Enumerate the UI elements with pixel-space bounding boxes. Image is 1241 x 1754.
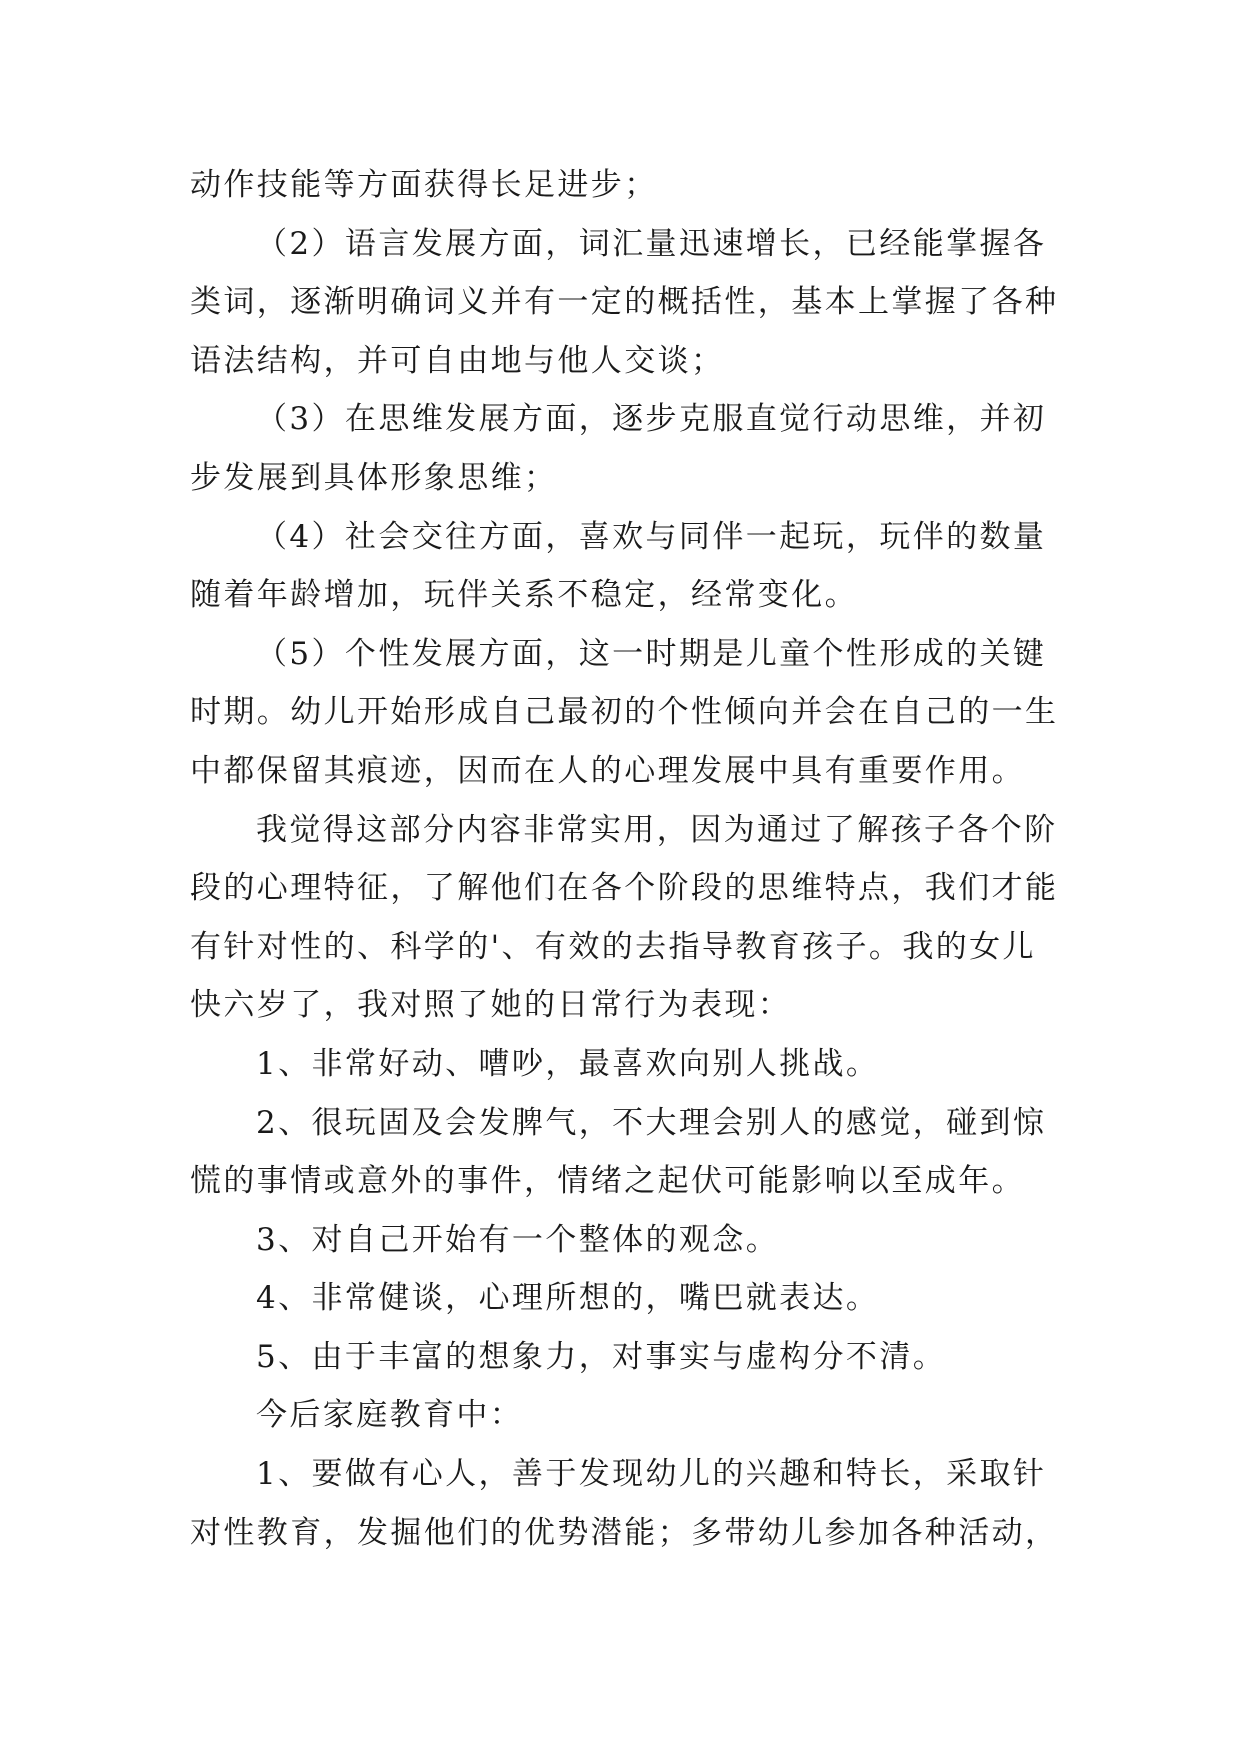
text-line: 时期。幼儿开始形成自己最初的个性倾向并会在自己的一生 [190,694,1059,731]
text-line: 4、非常健谈，心理所想的，嘴巴就表达。 [256,1280,880,1317]
text-line: 3、对自己开始有一个整体的观念。 [256,1221,780,1258]
text-line: 今后家庭教育中： [256,1397,524,1434]
text-line: 语法结构，并可自由地与他人交谈； [190,342,725,379]
text-line: 中都保留其痕迹，因而在人的心理发展中具有重要作用。 [190,752,1025,789]
text-line: （5）个性发展方面，这一时期是儿童个性形成的关键 [256,635,1047,672]
text-line: （3）在思维发展方面，逐步克服直觉行动思维，并初 [256,401,1047,438]
text-line: 2、很玩固及会发脾气，不大理会别人的感觉，碰到惊 [256,1104,1047,1141]
text-line: 类词，逐渐明确词义并有一定的概括性，基本上掌握了各种 [190,284,1059,321]
body-text [190,156,1059,1562]
text-line: 1、非常好动、嘈吵，最喜欢向别人挑战。 [256,1045,880,1082]
text-line: 段的心理特征，了解他们在各个阶段的思维特点，我们才能 [190,870,1059,907]
text-line: 对性教育，发掘他们的优势潜能；多带幼儿参加各种活动， [190,1514,1059,1551]
text-line: （2）语言发展方面，词汇量迅速增长，已经能掌握各 [256,225,1047,262]
text-line: 动作技能等方面获得长足进步； [190,167,658,203]
text-line: （4）社会交往方面，喜欢与同伴一起玩，玩伴的数量 [256,518,1047,555]
text-line: 步发展到具体形象思维； [190,459,558,496]
text-line: 快六岁了，我对照了她的日常行为表现： [190,987,792,1024]
text-line: 1、要做有心人，善于发现幼儿的兴趣和特长，采取针 [256,1456,1047,1493]
text-line: 慌的事情或意外的事件，情绪之起伏可能影响以至成年。 [190,1163,1025,1200]
text-line: 5、由于丰富的想象力，对事实与虚构分不清。 [256,1338,947,1375]
text-line: 有针对性的、科学的'、有效的去指导教育孩子。我的女儿 [190,928,1036,965]
text-line: 随着年龄增加，玩伴关系不稳定，经常变化。 [190,577,858,614]
text-line: 我觉得这部分内容非常实用，因为通过了解孩子各个阶 [256,811,1058,848]
